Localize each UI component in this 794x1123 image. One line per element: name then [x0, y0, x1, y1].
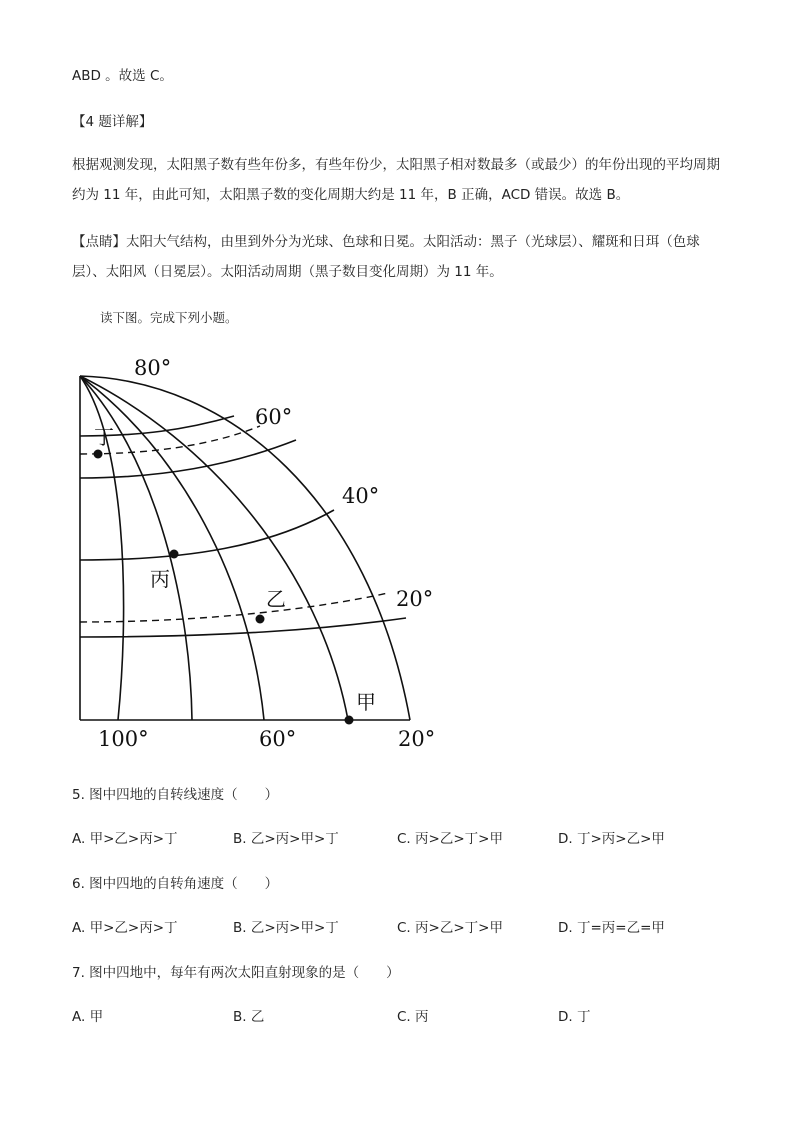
q7-option-b[interactable]: B. 乙 — [233, 1009, 265, 1025]
meridian-line — [80, 376, 348, 720]
point-bing — [170, 550, 179, 559]
question-5: 5. 图中四地的自转线速度（ ） — [72, 787, 279, 803]
map-intro: 读下图。完成下列小题。 — [100, 310, 238, 325]
q5-option-b[interactable]: B. 乙>丙>甲>丁 — [233, 831, 339, 847]
q6-option-a[interactable]: A. 甲>乙>丙>丁 — [72, 920, 178, 936]
point-ding — [94, 450, 103, 459]
q6-option-c[interactable]: C. 丙>乙>丁>甲 — [397, 920, 503, 936]
label-ding: 丁 — [94, 425, 114, 449]
lon-label-100: 100° — [98, 727, 149, 750]
point-jia — [345, 716, 354, 725]
question-6: 6. 图中四地的自转角速度（ ） — [72, 876, 279, 892]
label-jia: 甲 — [356, 690, 376, 714]
q6-option-b[interactable]: B. 乙>丙>甲>丁 — [233, 920, 339, 936]
lat-label-40: 40° — [342, 484, 380, 508]
label-bing: 丙 — [150, 567, 170, 591]
q7-option-d[interactable]: D. 丁 — [558, 1009, 591, 1025]
previous-answer: ABD 。故选 C。 — [72, 68, 173, 84]
question-7: 7. 图中四地中，每年有两次太阳直射现象的是（ ） — [72, 965, 400, 981]
tip-paragraph: 【点睛】太阳大气结构，由里到外分为光球、色球和日冕。太阳活动：黑子（光球层）、耀斑和日珥（色球层）、太阳风（日冕层）。太阳活动周期（黑子数目变化周期）为 11 年。 — [72, 234, 700, 280]
q4-heading: 【4 题详解】 — [72, 114, 153, 130]
lat-label-80: 80° — [134, 356, 172, 380]
q7-option-c[interactable]: C. 丙 — [397, 1009, 429, 1025]
latitude-longitude-map — [70, 350, 450, 750]
lon-label-60: 60° — [259, 727, 297, 750]
q7-option-a[interactable]: A. 甲 — [72, 1009, 104, 1025]
label-yi: 乙 — [266, 587, 286, 611]
parallel-line — [80, 510, 334, 560]
dashed-parallel-line — [80, 593, 388, 622]
q6-option-d[interactable]: D. 丁=丙=乙=甲 — [558, 920, 665, 936]
q5-option-d[interactable]: D. 丁>丙>乙>甲 — [558, 831, 665, 847]
q4-explanation: 根据观测发现，太阳黑子数有些年份多，有些年份少，太阳黑子相对数最多（或最少）的年份出现的平均周期约为 11 年，由此可知，太阳黑子数的变化周期大约是 11 年，B 正确，ACD 错误。故选 B。 — [72, 157, 720, 203]
q5-option-c[interactable]: C. 丙>乙>丁>甲 — [397, 831, 503, 847]
map-outer-arc — [80, 376, 410, 720]
lat-label-60: 60° — [255, 405, 293, 429]
lat-label-20: 20° — [396, 587, 434, 611]
lon-label-20: 20° — [398, 727, 436, 750]
point-yi — [256, 615, 265, 624]
q5-option-a[interactable]: A. 甲>乙>丙>丁 — [72, 831, 178, 847]
